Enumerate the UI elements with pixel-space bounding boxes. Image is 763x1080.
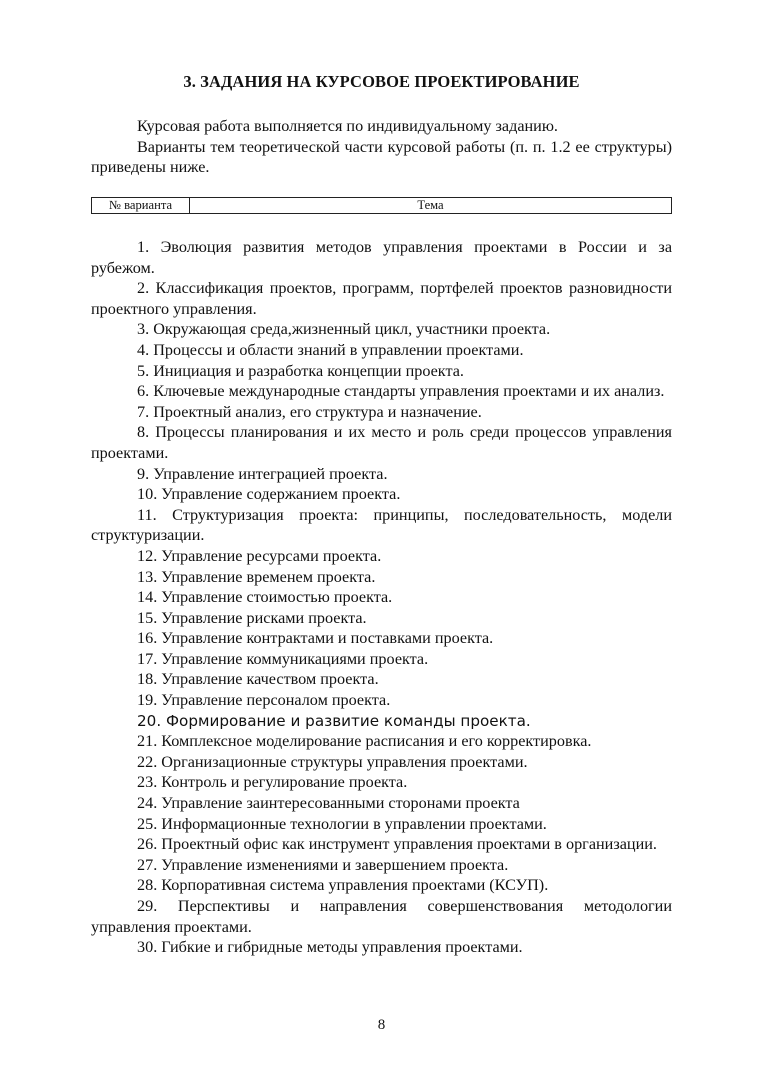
topic-item: 6. Ключевые международные стандарты управления проектами и их анализ.: [137, 382, 665, 401]
variant-table-header: [91, 197, 672, 214]
topic-item: 8. Процессы планирования и их место и роль среди процессов управления проектами.: [91, 423, 672, 462]
topic-item: 20. Формирование и развитие команды проекта.: [137, 711, 531, 730]
topic-item: 9. Управление интеграцией проекта.: [137, 464, 388, 483]
topic-item: 21. Комплексное моделирование расписания и его корректировка.: [137, 732, 592, 751]
topics-list: [91, 237, 672, 958]
topic-item: 19. Управление персоналом проекта.: [137, 691, 391, 710]
section-heading: 3. ЗАДАНИЯ НА КУРСОВОЕ ПРОЕКТИРОВАНИЕ: [183, 72, 580, 91]
topic-item: 28. Корпоративная система управления проектами (КСУП).: [137, 876, 549, 895]
topic-item: 1. Эволюция развития методов управления проектами в России и за рубежом.: [91, 238, 672, 277]
topic-item: 27. Управление изменениями и завершением проекта.: [137, 855, 509, 874]
topic-item: 13. Управление временем проекта.: [137, 567, 376, 586]
topic-item: 7. Проектный анализ, его структура и назначение.: [137, 402, 482, 421]
topic-item: 17. Управление коммуникациями проекта.: [137, 649, 429, 668]
variant-number-column-header: № варианта: [92, 198, 190, 213]
topic-item: 30. Гибкие и гибридные методы управления проектами.: [137, 938, 523, 957]
topic-item: 23. Контроль и регулирование проекта.: [137, 773, 408, 792]
topic-item: 24. Управление заинтересованными сторонами проекта: [137, 794, 520, 813]
topic-item: 11. Структуризация проекта: принципы, последовательность, модели структуризации.: [91, 505, 672, 545]
page-number: 8: [377, 1017, 386, 1033]
topic-item: 25. Информационные технологии в управлении проектами.: [137, 814, 547, 833]
intro-paragraph-2: Варианты тем теоретической части курсовой работы (п. п. 1.2 ее структуры) приведены ниже.: [91, 137, 672, 177]
topic-item: 12. Управление ресурсами проекта.: [137, 546, 382, 565]
topic-item: 14. Управление стоимостью проекта.: [137, 588, 393, 607]
topic-item: 15. Управление рисками проекта.: [137, 608, 367, 627]
topic-item: 10. Управление содержанием проекта.: [137, 485, 401, 504]
topic-item: 4. Процессы и области знаний в управлении проектами.: [137, 340, 524, 359]
topic-item: 3. Окружающая среда,жизненный цикл, участники проекта.: [137, 320, 551, 339]
topic-column-header: Тема: [417, 198, 444, 212]
topic-item: 5. Инициация и разработка концепции проекта.: [137, 361, 464, 380]
intro-text: [91, 116, 672, 178]
topic-item: 2. Классификация проектов, программ, портфелей проектов разновидности проектного управления.: [91, 279, 672, 318]
topic-item: 26. Проектный офис как инструмент управления проектами в организации.: [137, 835, 657, 854]
topic-item: 29. Перспективы и направления совершенствования методологии управления проектами.: [91, 897, 672, 936]
topic-item: 16. Управление контрактами и поставками проекта.: [137, 629, 494, 648]
topic-item: 22. Организационные структуры управления проектами.: [137, 752, 528, 771]
intro-paragraph-1: Курсовая работа выполняется по индивидуальному заданию.: [137, 117, 558, 135]
topic-item: 18. Управление качеством проекта.: [137, 670, 379, 689]
